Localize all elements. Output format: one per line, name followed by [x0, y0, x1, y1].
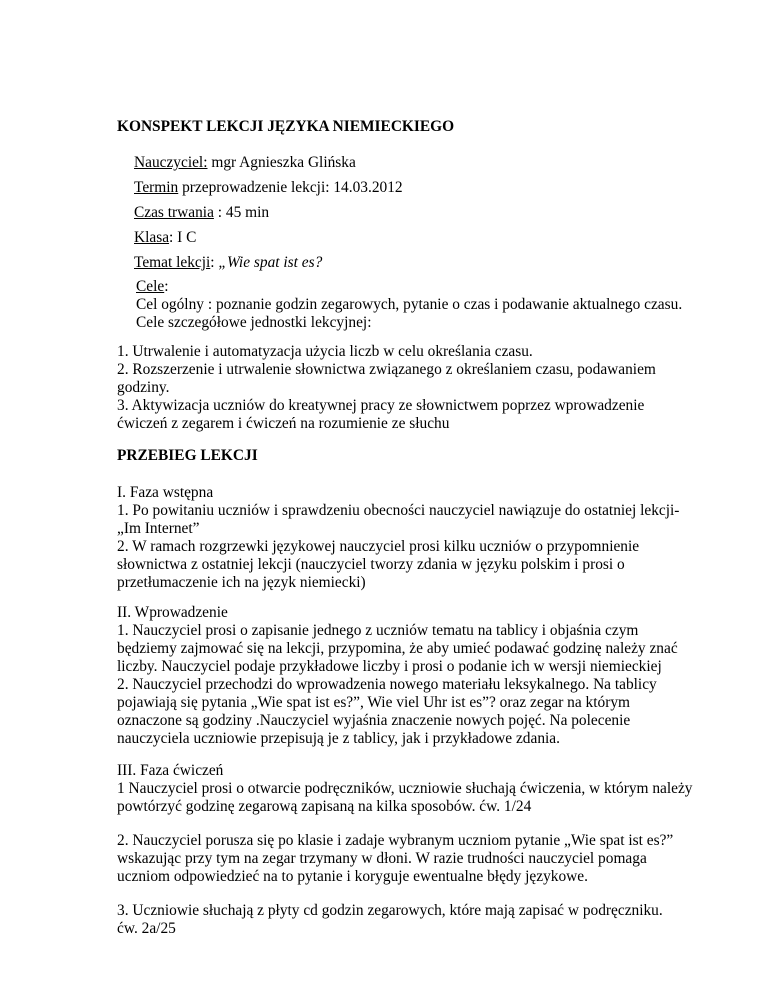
- phase3-item2-line: uczniom odpowiedzieć na to pytanie i koryguje ewentualne błędy językowe.: [117, 868, 588, 885]
- date-label: Termin: [134, 179, 179, 196]
- topic-value: „Wie spat ist es?: [218, 254, 323, 271]
- teacher-line: [134, 154, 356, 172]
- phase3-item3-line: ćw. 2a/25: [117, 920, 176, 937]
- goal-specific-heading: Cele szczegółowe jednostki lekcyjnej:: [136, 314, 372, 331]
- date-line: [134, 179, 403, 197]
- objective-line: 1. Utrwalenie i automatyzacja użycia liczb w celu określania czasu.: [117, 343, 533, 360]
- date-value: przeprowadzenie lekcji: 14.03.2012: [178, 179, 403, 196]
- phase1-line: przetłumaczenie ich na język niemiecki): [117, 574, 366, 591]
- phase3-item1-line: powtórzyć godzinę zegarową zapisaną na kilka sposobów. ćw. 1/24: [117, 798, 532, 815]
- duration-value: : 45 min: [213, 204, 270, 221]
- goals-label: Cele: [136, 278, 165, 295]
- phase2-line: 2. Nauczyciel przechodzi do wprowadzenia nowego materiału leksykalnego. Na tablicy: [117, 676, 657, 693]
- phase1-line: słownictwa z ostatniej lekcji (nauczyciel tworzy zdania w języku polskim i prosi o: [117, 556, 625, 573]
- phase2-line: 1. Nauczyciel prosi o zapisanie jednego z uczniów tematu na tablicy i objaśnia czym: [117, 622, 639, 639]
- phase1-heading: I. Faza wstępna: [117, 484, 214, 501]
- class-label: Klasa: [134, 229, 170, 246]
- duration-label: Czas trwania: [134, 204, 214, 221]
- objective-line: 3. Aktywizacja uczniów do kreatywnej pracy ze słownictwem poprzez wprowadzenie: [117, 397, 645, 414]
- phase2-line: oznaczone są godziny .Nauczyciel wyjaśnia znaczenie nowych pojęć. Na polecenie: [117, 712, 631, 729]
- phase1-line: 1. Po powitaniu uczniów i sprawdzeniu obecności nauczyciel nawiązuje do ostatniej lekcji-: [117, 502, 680, 519]
- goals-label-suffix: :: [164, 278, 169, 295]
- phase2-line: będziemy zajmować się na lekcji, przypomina, że aby umieć podawać godzinę należy znać: [117, 640, 678, 657]
- topic-sep: :: [210, 254, 219, 271]
- goals-label-line: [136, 278, 169, 296]
- phase2-line: nauczyciela uczniowie przepisują je z tablicy, jak i przykładowe zdania.: [117, 730, 560, 747]
- phase3-item2-line: wskazując przy tym na zegar trzymany w dłoni. W razie trudności nauczyciel pomaga: [117, 850, 647, 867]
- objective-line: ćwiczeń z zegarem i ćwiczeń na rozumienie ze słuchu: [117, 415, 450, 432]
- topic-line: [134, 254, 322, 272]
- phase1-line: 2. W ramach rozgrzewki językowej nauczyciel prosi kilku uczniów o przypomnienie: [117, 538, 640, 555]
- objective-line: 2. Rozszerzenie i utrwalenie słownictwa związanego z określaniem czasu, podawaniem: [117, 361, 656, 378]
- teacher-label: Nauczyciel:: [134, 154, 208, 171]
- phase2-heading: II. Wprowadzenie: [117, 604, 228, 621]
- phase3-item3-line: 3. Uczniowie słuchają z płyty cd godzin zegarowych, które mają zapisać w podręczniku.: [117, 902, 663, 919]
- phase1-line: „Im Internet”: [117, 520, 200, 537]
- phase3-item2-line: 2. Nauczyciel porusza się po klasie i zadaje wybranym uczniom pytanie „Wie spat ist es?”: [117, 832, 674, 849]
- phase3-item1-line: 1 Nauczyciel prosi o otwarcie podręczników, uczniowie słuchają ćwiczenia, w którym należy: [117, 780, 693, 797]
- phase2-line: liczby. Nauczyciel podaje przykładowe liczby i prosi o podanie ich w wersji niemieckiej: [117, 658, 662, 675]
- duration-line: [134, 204, 269, 222]
- class-line: [134, 229, 196, 247]
- document-title: KONSPEKT LEKCJI JĘZYKA NIEMIECKIEGO: [117, 118, 455, 135]
- topic-label: Temat lekcji: [134, 254, 211, 271]
- course-heading: PRZEBIEG LEKCJI: [117, 447, 258, 464]
- phase2-line: pojawiają się pytania „Wie spat ist es?”, Wie viel Uhr ist es”? oraz zegar na którym: [117, 694, 631, 711]
- teacher-value: mgr Agnieszka Glińska: [207, 154, 356, 171]
- phase3-heading: III. Faza ćwiczeń: [117, 762, 224, 779]
- objective-line: godziny.: [117, 379, 170, 396]
- goal-general: Cel ogólny : poznanie godzin zegarowych, pytanie o czas i podawanie aktualnego czasu.: [136, 296, 683, 313]
- class-value: : I C: [169, 229, 197, 246]
